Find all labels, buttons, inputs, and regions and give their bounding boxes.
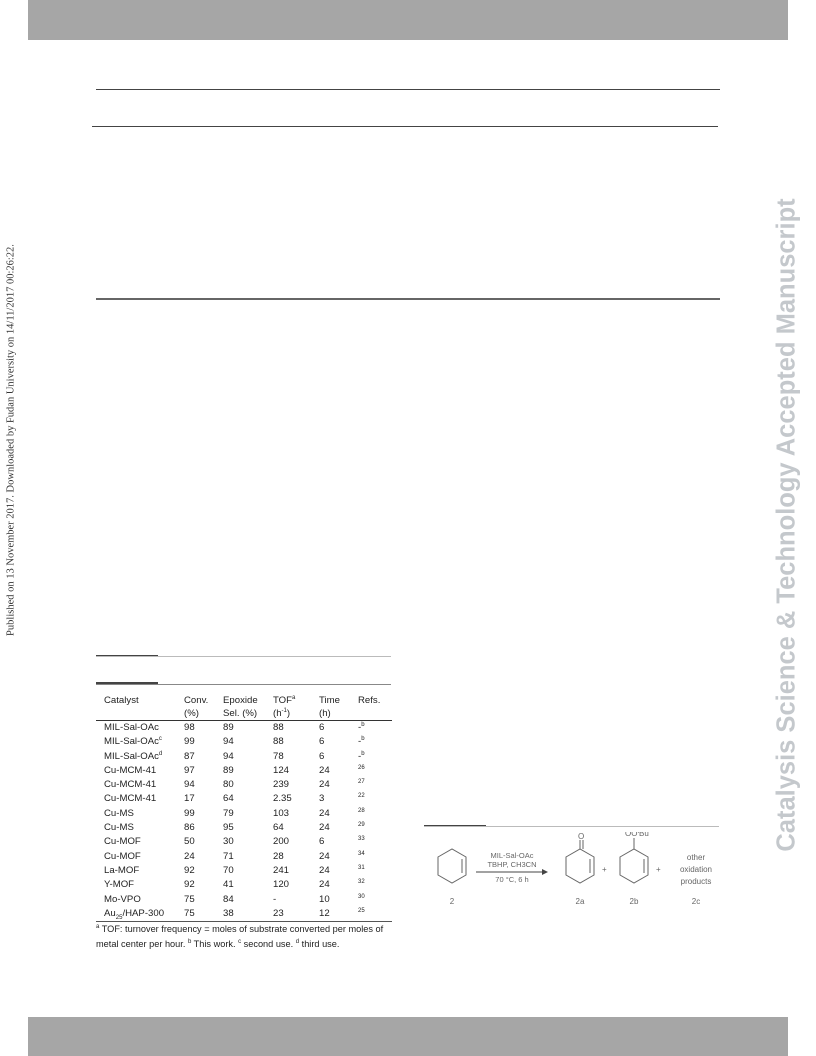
peroxide-group: $OO^tBu$ xyxy=(625,832,649,838)
cell-tof: 78 xyxy=(273,750,284,762)
table-row xyxy=(96,893,392,907)
cell-selectivity: 41 xyxy=(223,879,234,891)
cell-tof: 200 xyxy=(273,836,290,848)
cell-time: 12 xyxy=(319,907,330,919)
cell-catalyst: Cu-MCM-41 xyxy=(104,764,157,776)
cell-tof: 124 xyxy=(273,764,290,776)
header-tof: TOF$^a$ $(h^{-1})$ xyxy=(273,695,296,719)
peroxide-structure xyxy=(620,838,648,883)
table-row xyxy=(96,735,392,749)
footer-band xyxy=(28,1017,788,1056)
cell-conv: 98 xyxy=(184,722,195,733)
cell-conv: 99 xyxy=(184,807,195,819)
cell-tof: 88 xyxy=(273,722,284,733)
table-row xyxy=(96,778,392,792)
cell-ref: 29 xyxy=(358,822,365,829)
cell-conv: 50 xyxy=(184,836,195,848)
cell-ref: 30 xyxy=(358,893,365,900)
cell-selectivity: 38 xyxy=(223,907,234,919)
cell-ref: -$^b$ xyxy=(358,736,365,748)
cell-ref: 31 xyxy=(358,864,365,871)
cell-conv: 24 xyxy=(184,850,195,862)
cell-tof: 2.35 xyxy=(273,793,292,805)
cell-catalyst: Cu-MCM-41 xyxy=(104,779,157,791)
cell-conv: 87 xyxy=(184,750,195,762)
cell-catalyst: Y-MOF xyxy=(104,879,135,891)
scheme-caption-rule xyxy=(424,826,719,827)
plus-sign-1: + xyxy=(602,865,607,874)
table-top-rule xyxy=(96,684,391,685)
reagent-oxidant: TBHP, CH3CN xyxy=(487,860,537,869)
reaction-scheme xyxy=(420,832,720,912)
cell-time: 24 xyxy=(319,779,330,791)
cell-ref: -$^b$ xyxy=(358,722,365,733)
cell-selectivity: 64 xyxy=(223,793,234,805)
cell-time: 6 xyxy=(319,736,325,748)
table-header xyxy=(96,690,392,720)
cell-tof: 28 xyxy=(273,850,284,862)
cell-selectivity: 71 xyxy=(223,850,234,862)
cyclohexene-structure xyxy=(438,849,466,883)
cell-tof: 103 xyxy=(273,807,290,819)
cell-time: 3 xyxy=(319,793,325,805)
cell-selectivity: 79 xyxy=(223,807,234,819)
cell-selectivity: 94 xyxy=(223,750,234,762)
cell-ref: 33 xyxy=(358,836,365,843)
cell-conv: 97 xyxy=(184,764,195,776)
cell-catalyst: $Au_{25}/HAP-300$ xyxy=(104,907,165,921)
cell-catalyst: Cu-MS xyxy=(104,822,134,834)
cell-selectivity: 89 xyxy=(223,764,234,776)
cell-catalyst: Mo-VPO xyxy=(104,893,141,905)
cell-time: 24 xyxy=(319,807,330,819)
cell-time: 24 xyxy=(319,864,330,876)
cell-tof: 88 xyxy=(273,736,284,748)
cell-time: 24 xyxy=(319,850,330,862)
cell-time: 6 xyxy=(319,722,325,733)
cell-ref: 34 xyxy=(358,850,365,857)
table-row xyxy=(96,750,392,764)
cell-ref: 22 xyxy=(358,793,365,800)
table-row xyxy=(96,850,392,864)
cell-tof: 23 xyxy=(273,907,284,919)
header-conv: Conv. (%) xyxy=(184,695,209,719)
cell-catalyst: Cu-MOF xyxy=(104,836,141,848)
header-catalyst: Catalyst xyxy=(104,695,139,706)
table-row xyxy=(96,807,392,821)
header-epoxide: Epoxide Sel. (%) xyxy=(223,695,258,719)
header-band xyxy=(28,0,788,40)
cell-conv: 94 xyxy=(184,779,195,791)
cell-tof: 120 xyxy=(273,879,290,891)
cell-selectivity: 70 xyxy=(223,864,234,876)
table-caption-rule xyxy=(96,656,391,657)
header-time: Time (h) xyxy=(319,695,340,719)
cyclohexenone-structure xyxy=(566,840,594,883)
cell-time: 6 xyxy=(319,750,325,762)
reagent-catalyst: MIL-Sal-OAc xyxy=(490,851,534,860)
table-row xyxy=(96,764,392,778)
comparison-table xyxy=(96,690,392,922)
other-products-1: other xyxy=(686,853,706,862)
cell-conv: 99 xyxy=(184,736,195,748)
cell-catalyst: Cu-MS xyxy=(104,807,134,819)
cell-selectivity: 89 xyxy=(223,722,234,733)
journal-watermark: Catalysis Science & Technology Accepted Manuscript xyxy=(772,198,801,852)
cell-time: 24 xyxy=(319,764,330,776)
table-footnote: $^a$ TOF: turnover frequency = moles of substrate converted per moles of metal center per hour. $^b$ This work. $^c$ second use. $^d$ third use. xyxy=(96,924,384,950)
cell-selectivity: 95 xyxy=(223,822,234,834)
table-row xyxy=(96,821,392,835)
cell-ref: -$^b$ xyxy=(358,750,365,762)
label-2c: 2c xyxy=(691,897,701,906)
cell-ref: 26 xyxy=(358,764,365,771)
cell-conv: 75 xyxy=(184,907,195,919)
cell-catalyst: MIL-Sal-OAc$^c$ xyxy=(104,736,162,748)
label-2b: 2b xyxy=(629,897,639,906)
ketone-oxygen: O xyxy=(578,832,585,841)
cell-selectivity: 80 xyxy=(223,779,234,791)
cell-selectivity: 30 xyxy=(223,836,234,848)
plus-sign-2: + xyxy=(656,865,661,874)
table-row xyxy=(96,721,392,735)
cell-time: 10 xyxy=(319,893,330,905)
cell-tof: 239 xyxy=(273,779,290,791)
table-body xyxy=(96,721,392,921)
cell-ref: 27 xyxy=(358,779,365,786)
cell-catalyst: MIL-Sal-OAc$^d$ xyxy=(104,750,163,762)
cell-ref: 28 xyxy=(358,807,365,814)
cell-time: 24 xyxy=(319,879,330,891)
cell-tof: 64 xyxy=(273,822,284,834)
table-row xyxy=(96,878,392,892)
cell-selectivity: 84 xyxy=(223,893,234,905)
rule-top-2 xyxy=(92,126,718,127)
rule-top-1 xyxy=(96,89,720,90)
cell-conv: 75 xyxy=(184,893,195,905)
cell-time: 6 xyxy=(319,836,325,848)
cell-selectivity: 94 xyxy=(223,736,234,748)
cell-catalyst: Cu-MOF xyxy=(104,850,141,862)
cell-ref: 25 xyxy=(358,907,365,914)
table-row xyxy=(96,792,392,806)
cell-conv: 92 xyxy=(184,879,195,891)
label-2a: 2a xyxy=(575,897,585,906)
arrow-head xyxy=(542,869,548,875)
published-stamp: Published on 13 November 2017. Downloaded by Fudan University on 14/11/2017 00:26:22. xyxy=(5,244,17,636)
rule-mid xyxy=(96,298,720,300)
table-row xyxy=(96,864,392,878)
other-products-3: products xyxy=(680,877,712,886)
cell-catalyst: La-MOF xyxy=(104,864,140,876)
label-2: 2 xyxy=(449,897,455,906)
cell-ref: 32 xyxy=(358,879,365,886)
cell-conv: 92 xyxy=(184,864,195,876)
cell-catalyst: Cu-MCM-41 xyxy=(104,793,157,805)
cell-time: 24 xyxy=(319,822,330,834)
cell-conv: 86 xyxy=(184,822,195,834)
table-row xyxy=(96,835,392,849)
other-products-2: oxidation xyxy=(679,865,713,874)
header-refs: Refs. xyxy=(358,695,381,706)
cell-conv: 17 xyxy=(184,793,195,805)
cell-catalyst: MIL-Sal-OAc xyxy=(104,722,159,733)
table-row xyxy=(96,907,392,921)
reagent-conditions: 70 °C, 6 h xyxy=(495,875,529,884)
cell-tof: - xyxy=(273,893,277,905)
cell-tof: 241 xyxy=(273,864,290,876)
